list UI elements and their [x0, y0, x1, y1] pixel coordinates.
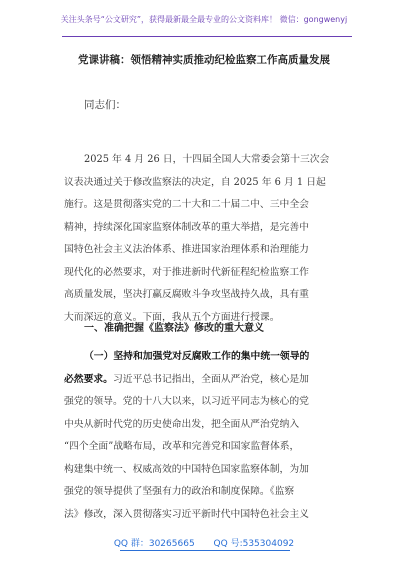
footer-divider	[120, 550, 290, 551]
paragraph-line: 现代化的必然要求，对于推进新时代新征程纪检监察工作	[64, 266, 309, 278]
paragraph-intro	[64, 149, 350, 329]
paragraph-line: “四个全面”战略布局，改革和完善党和国家监督体系，	[64, 441, 300, 452]
paragraph-line: 高质量发展，坚决打赢反腐败斗争攻坚战持久战，具有重	[64, 289, 309, 300]
paragraph-line: 强党的领导提供了坚强有力的政治和制度保障。《监察	[64, 486, 295, 497]
paragraph-line	[64, 369, 350, 392]
subheading-tail: 必然要求。	[64, 373, 113, 385]
header-divider	[62, 36, 352, 37]
paragraph-line: 精神，持续深化国家监察体制改革的重大举措，是完善中	[64, 221, 309, 233]
paragraph-line: 构建集中统一、权威高效的中国特色国家监察体制，为加	[64, 463, 309, 475]
footer-qq-group: QQ 群：30265665	[113, 539, 195, 549]
page-footer	[0, 536, 408, 549]
paragraph-line: 议表决通过关于修改监察法的决定，自 2025 年 6 月 1 日起	[64, 176, 326, 188]
paragraph-line: 强党的领导。党的十八大以来，以习近平同志为核心的党	[64, 396, 309, 407]
footer-qq-number: QQ 号:535304092	[213, 539, 295, 549]
paragraph-line: 施行。这是贯彻落实党的二十大和二十届二中、三中全会	[64, 199, 309, 210]
paragraph-text: 习近平总书记指出，全面从严治党，核心是加	[112, 373, 309, 385]
paragraph-section-1	[64, 346, 350, 526]
page-header: 关注头条号“公文研究”，获得最新最全最专业的公文资料库！ 微信：gongwenyj	[60, 15, 348, 24]
section-heading: 一、准确把握《监察法》修改的重大意义	[84, 323, 264, 334]
paragraph-line: 中央从新时代党的历史使命出发，把全面从严治党纳入	[64, 418, 300, 430]
document-title: 党课讲稿：领悟精神实质推动纪检监察工作高质量发展	[78, 54, 330, 66]
salutation: 同志们：	[84, 99, 126, 111]
paragraph-line: 法》修改，深入贯彻落实习近平新时代中国特色社会主义	[64, 508, 309, 520]
paragraph-line: 2025 年 4 月 26 日，十四届全国人大常委会第十三次会	[84, 154, 330, 165]
paragraph-line: 大而深远的意义。下面，我从五个方面进行授课。	[64, 311, 280, 323]
paragraph-line: 国特色社会主义法治体系、推进国家治理体系和治理能力	[64, 244, 309, 255]
subheading-line: （一）坚持和加强党对反腐败工作的集中统一领导的	[84, 351, 310, 362]
